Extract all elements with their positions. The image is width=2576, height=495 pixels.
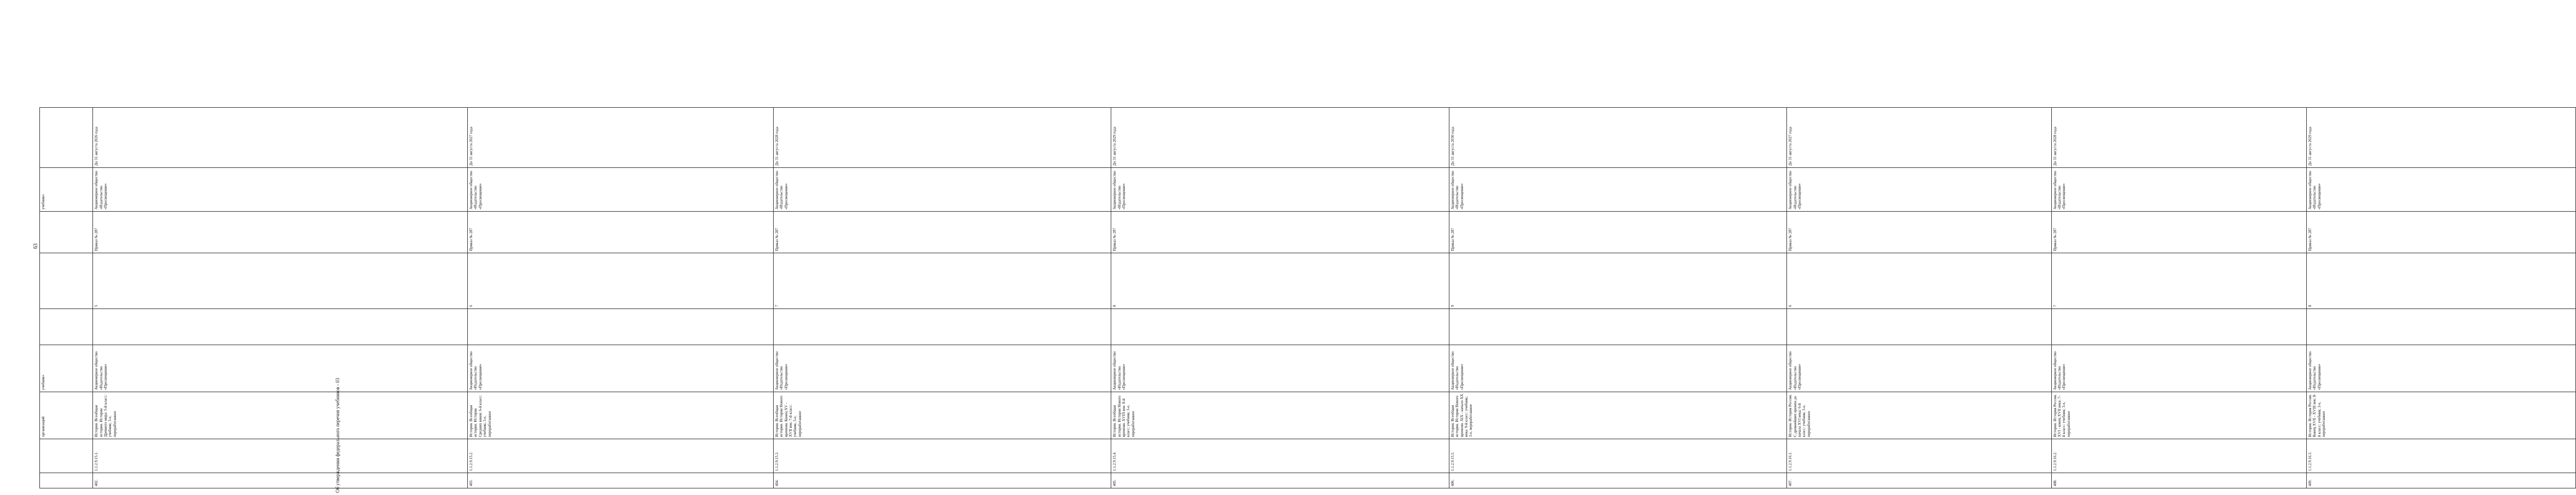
row-date-to: До 31 августа 2029 года <box>2307 108 2576 168</box>
table-row <box>2051 7 2306 488</box>
table-row <box>2307 7 2576 488</box>
row-publisher-right: Акционерное общество «Издательство «Просвещение» <box>773 168 1111 212</box>
row-order: Приказ № 287 <box>1449 212 1787 253</box>
row-title: История. Всеобщая история. История Древнего мира: 5-й класс: учебник; 3-е, переработанное <box>93 392 468 439</box>
table-row <box>773 7 1111 488</box>
row-title: История. История России. XVI - конец XVII века: 7-й класс: учебник; 3-е, переработанное <box>2051 392 2306 439</box>
carryover-cell-title: организаций <box>40 392 93 439</box>
row-title: История. Всеобщая история. История Средних веков: 6-й класс: учебник; 3-е, переработанное <box>467 392 773 439</box>
row-date-to: До 31 августа 2030 года <box>1449 108 1787 168</box>
row-publisher-right: Акционерное общество «Издательство «Просвещение» <box>467 168 773 212</box>
row-publisher-right: Акционерное общество «Издательство «Просвещение» <box>1111 168 1449 212</box>
row-date-to: До 31 августа 2027 года <box>1787 108 2051 168</box>
row-date-to: До 31 августа 2028 года <box>2051 108 2306 168</box>
row-empty <box>2051 309 2306 345</box>
row-code: 1.1.2.9.15.3. <box>773 439 1111 473</box>
row-order: Приказ № 287 <box>1111 212 1449 253</box>
row-number: 402. <box>93 473 468 488</box>
carryover-cell-publisher-right: учебник» <box>40 168 93 212</box>
row-number: 403. <box>467 473 773 488</box>
carryover-row <box>40 7 93 488</box>
row-code: 1.1.2.9.15.5. <box>1449 439 1787 473</box>
row-publisher-right: Акционерное общество «Издательство «Просвещение» <box>93 168 468 212</box>
row-publisher-left: Акционерное общество «Издательство «Просвещение» <box>93 345 468 392</box>
row-publisher-left: Акционерное общество «Издательство «Просвещение» <box>2051 345 2306 392</box>
row-date-to: До 31 августа 2027 года <box>467 108 773 168</box>
row-empty <box>2307 309 2576 345</box>
row-empty <box>773 309 1111 345</box>
row-date-to: До 31 августа 2026 года <box>93 108 468 168</box>
row-empty <box>1449 309 1787 345</box>
carryover-cell-publisher-left: учебник» <box>40 345 93 392</box>
row-order: Приказ № 287 <box>1787 212 2051 253</box>
row-number: 405. <box>1111 473 1449 488</box>
row-code: 1.1.2.9.16.1. <box>1787 439 2051 473</box>
row-publisher-left: Акционерное общество «Издательство «Просвещение» <box>2307 345 2576 392</box>
table-row <box>1449 7 1787 488</box>
row-publisher-right: Акционерное общество «Издательство «Просвещение» <box>1787 168 2051 212</box>
carryover-cell-date-to <box>40 108 93 168</box>
row-grade: 9 <box>1449 253 1787 309</box>
carryover-cell-num <box>40 473 93 488</box>
row-number: 408. <box>2051 473 2306 488</box>
row-date-to: До 31 августа 2029 года <box>1111 108 1449 168</box>
footer-text: Об утверждении федерального перечня учебников - 03 <box>335 377 340 493</box>
row-number: 404. <box>773 473 1111 488</box>
row-grade: 6 <box>1787 253 2051 309</box>
row-title: История. Всеобщая история. История Нового времени. XIX - начало XX века: 9-й класс: учебник; 3-е, переработанное <box>1449 392 1787 439</box>
row-title: История. История России. Конец XVII - XVIII век: 8-й класс: учебник; 3-е, переработанное <box>2307 392 2576 439</box>
row-empty <box>93 309 468 345</box>
row-empty <box>1111 309 1449 345</box>
row-code: 1.1.2.9.16.2. <box>2051 439 2306 473</box>
page-number: 63 <box>33 243 39 249</box>
row-order: Приказ № 287 <box>2307 212 2576 253</box>
carryover-cell-empty-1 <box>40 309 93 345</box>
row-publisher-right: Акционерное общество «Издательство «Просвещение» <box>2051 168 2306 212</box>
row-order: Приказ № 287 <box>773 212 1111 253</box>
carryover-cell-order <box>40 212 93 253</box>
row-publisher-left: Акционерное общество «Издательство «Просвещение» <box>1111 345 1449 392</box>
table-row <box>1787 7 2051 488</box>
row-publisher-left: Акционерное общество «Издательство «Просвещение» <box>773 345 1111 392</box>
table-row <box>93 7 468 488</box>
row-number: 409. <box>2307 473 2576 488</box>
row-title: История. История России. С древнейших времен до начала XVI века: 6-й класс: учебник; 3-е, переработанное <box>1787 392 2051 439</box>
row-empty <box>467 309 773 345</box>
row-publisher-left: Акционерное общество «Издательство «Просвещение» <box>1449 345 1787 392</box>
row-code: 1.1.2.9.15.4. <box>1111 439 1449 473</box>
row-empty <box>1787 309 2051 345</box>
row-number: 407. <box>1787 473 2051 488</box>
row-publisher-right: Акционерное общество «Издательство «Просвещение» <box>1449 168 1787 212</box>
table-row <box>467 7 773 488</box>
row-publisher-left: Акционерное общество «Издательство «Просвещение» <box>1787 345 2051 392</box>
row-grade: 6 <box>467 253 773 309</box>
row-order: Приказ № 287 <box>93 212 468 253</box>
row-order: Приказ № 287 <box>467 212 773 253</box>
textbook-table <box>39 7 2576 488</box>
row-title: История. Всеобщая история. История Нового времени. Конец XV - XVII век: 7-й класс: учебник; 3-е, переработанное <box>773 392 1111 439</box>
row-code: 1.1.2.9.15.1. <box>93 439 468 473</box>
row-publisher-left: Акционерное общество «Издательство «Просвещение» <box>467 345 773 392</box>
row-publisher-right: Акционерное общество «Издательство «Просвещение» <box>2307 168 2576 212</box>
row-grade: 8 <box>2307 253 2576 309</box>
row-code: 1.1.2.9.15.2. <box>467 439 773 473</box>
table-row <box>1111 7 1449 488</box>
row-number: 406. <box>1449 473 1787 488</box>
row-title: История. Всеобщая история. История Нового времени. XVIII век: 8-й класс: учебник; 3-е, переработанное <box>1111 392 1449 439</box>
row-grade: 8 <box>1111 253 1449 309</box>
row-grade: 5 <box>93 253 468 309</box>
carryover-cell-code <box>40 439 93 473</box>
carryover-cell-grade <box>40 253 93 309</box>
row-order: Приказ № 287 <box>2051 212 2306 253</box>
row-date-to: До 31 августа 2028 года <box>773 108 1111 168</box>
row-code: 1.1.2.9.16.3. <box>2307 439 2576 473</box>
row-grade: 7 <box>773 253 1111 309</box>
row-grade: 7 <box>2051 253 2306 309</box>
